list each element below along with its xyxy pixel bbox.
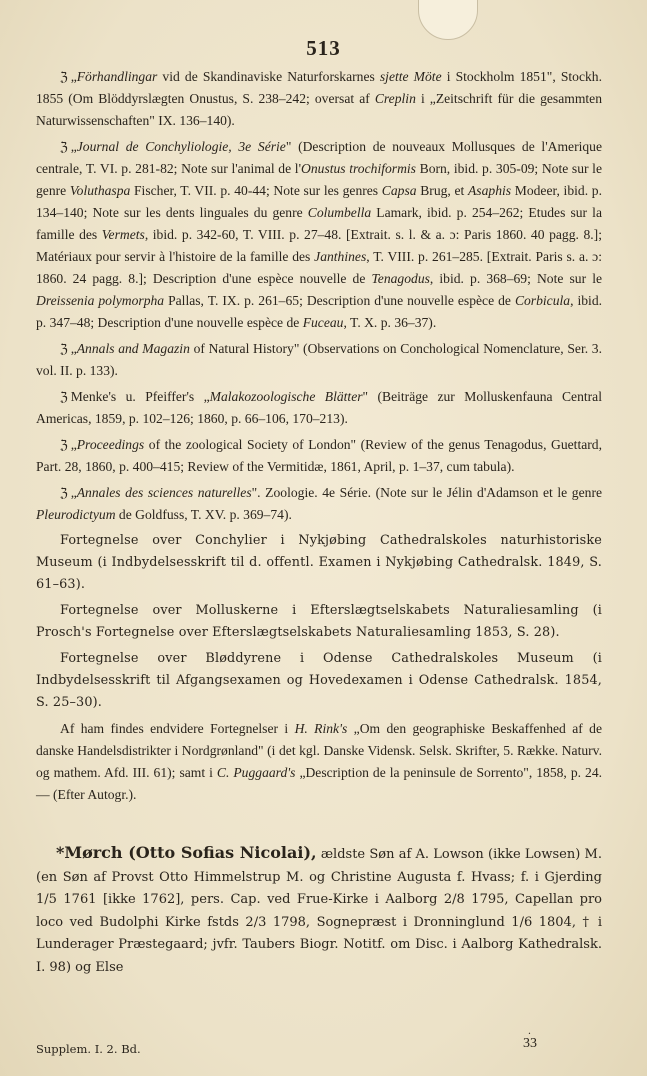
catalogue-entry: Fortegnelse over Bløddyrene i Odense Cathedralskoles Museum (i Indbydelsesskrift til Afgangsexamen og Hovedexamen i Odense Cathedralsk. 1854, S. 25–30). [36,651,602,710]
bibliography-entry: ℨ Menke's u. Pfeiffer's „Malakozoologische Blätter" (Beiträge zur Molluskenfauna Central Americas, 1859, p. 102–126; 1860, p. 66–106, 170–213). [36,389,602,426]
italic-text: Malakozoologische Blätter [209,389,363,404]
italic-text: Pleurodictyum [36,507,116,522]
italic-text: Annales des sciences naturelles [76,485,252,500]
sheet-dot: . [527,1026,531,1037]
entry-mark: ℨ [60,437,68,452]
italic-text: Corbicula [514,293,571,308]
italic-text: Creplin [374,91,416,106]
italic-text: Proceedings [76,437,145,452]
closing-entry: Af ham findes endvidere Fortegnelser i H. Rink's „Om den geographiske Beskaffenhed af de danske Handelsdistrikter i Nordgrønland" (i det kgl. Danske Vidensk. Selsk. Skrifter, 5. Række. Naturv. og mathem. Afd. III. 61); samt i C. Puggaard's „Description de la peninsule de Sorrento", 1858, p. 24. — (Efter Autogr.). [36,721,603,802]
italic-text: Janthines [314,249,367,264]
entry-mark: ℨ [60,485,68,500]
catalogue-entry: Fortegnelse over Molluskerne i Efterslægtselskabets Naturaliesamling (i Prosch's Fortegnelse over Efterslægtselskabets Naturaliesamling 1853, S. 28). [36,603,602,640]
signature-mark: Supplem. I. 2. Bd. [36,1042,141,1056]
biography-head: *Mørch (Otto Sofias Nicolai), [56,843,317,862]
italic-text: Capsa [381,183,417,198]
page-number: 513 [306,36,341,60]
bibliography-entry: ℨ „Annals and Magazin of Natural History" (Observations on Conchological Nomenclature, Ser. 3. vol. II. p. 133). [36,341,602,378]
italic-text: Vermets [101,227,145,242]
fraktur-entries [36,530,602,714]
italic-text: Voluthaspa [69,183,131,198]
italic-text: Annals and Magazin [76,341,190,356]
bibliography-entry: ℨ „Journal de Conchyliologie, 3e Série" (Description de nouveaux Mollusques de l'Amerique centrale, T. VI. p. 281-82; Note sur l'animal de l'Onustus trochiformis Born, ibid. p. 305-09; Note sur le genre Voluthaspa Fischer, T. VII. p. 40-44; Note sur les genres Capsa Brug, et Asaphis Modeer, ibid. p. 134–140; Note sur les dents linguales du genre Columbella Lamark, ibid. p. 254–262; Etudes sur la famille des Vermets, ibid. p. 342-60, T. VIII. p. 27–48. [Extrait. s. l. & a. ɔ: Paris 1860. 40 pagg. 8.]; Matériaux pour servir à l'histoire de la famille des Janthines, T. VIII. p. 261–285. [Extrait. Paris s. a. ɔ: 1860. 24 pagg. 8.]; Description d'une espèce nouvelle de Tenagodus, ibid. p. 368–69; Note sur le Dreissenia polymorpha Pallas, T. IX. p. 261–65; Description d'une nouvelle espèce de Corbicula, ibid. p. 347–48; Description d'une nouvelle espèce de Fuceau, T. X. p. 36–37). [36,139,603,330]
entry-mark: ℨ [60,341,68,356]
entry-mark: ℨ [60,69,68,84]
italic-text: Asaphis [468,183,512,198]
bibliography-entry: ℨ „Annales des sciences naturelles". Zoologie. 4e Série. (Note sur le Jélin d'Adamson et le genre Pleurodictyum de Goldfuss, T. XV. p. 369–74). [36,485,602,522]
page-tab-cutout [418,0,478,40]
sheet-number: 33 [523,1036,537,1051]
entry-mark: ℨ [60,139,68,154]
italic-text: sjette Möte [379,69,442,84]
italic-text: Fuceau [302,315,344,330]
bibliography-entry: ℨ „Förhandlingar vid de Skandinaviske Naturforskarnes sjette Möte i Stockholm 1851", Stockh. 1855 (Om Blöddyrslægten Onustus, S. 238–242; oversat af Creplin i „Zeitschrift für die gesammten Naturwissenschaften" IX. 136–140). [36,69,602,128]
italic-text: Dreissenia polymorpha [36,293,165,308]
italic-text: C. Puggaard's [216,765,296,780]
catalogue-entry: Fortegnelse over Conchylier i Nykjøbing Cathedralskoles naturhistoriske Museum (i Indbydelsesskrift til d. offentl. Examen i Nykjøbing Cathedralsk. 1849, S. 61–63). [36,533,602,592]
italic-text: H. Rink's [294,721,348,736]
italic-text: Onustus trochiformis [301,161,416,176]
italic-text: Journal de Conchyliologie, 3e Série [76,139,286,154]
entry-mark: ℨ [60,389,68,404]
biography-entry [36,842,602,979]
italic-text: Tenagodus [371,271,430,286]
bibliography-entry: ℨ „Proceedings of the zoological Society of London" (Review of the genus Tenagodus, Guettard, Part. 28, 1860, p. 400–415; Review of the Vermitidæ, 1861, April, p. 1–37, cum tabula). [36,437,602,474]
biography-text: ældste Søn af A. Lowson (ikke Lowsen) M. (en Søn af Provst Otto Himmelstrup M. og Christine Augusta f. Hvass; f. i Gjerding 1/5 1761 [ikke 1762], pers. Cap. ved Frue-Kirke i Aalborg 2/8 1795, Capellan pro loco ved Budolphi Kirke fstds 2/3 1798, Sognepræst i Dronninglund 1/6 1804, † i Lunderager Præstegaard; jvfr. Taubers Biogr. Notitf. om Disc. i Aalborg Kathedralsk. I. 98) og Else [36,847,602,975]
latin-entries [36,66,602,526]
bibliography-body [36,66,602,816]
italic-text: Columbella [307,205,372,220]
page-footer [36,1026,603,1060]
italic-text: Förhandlingar [76,69,158,84]
